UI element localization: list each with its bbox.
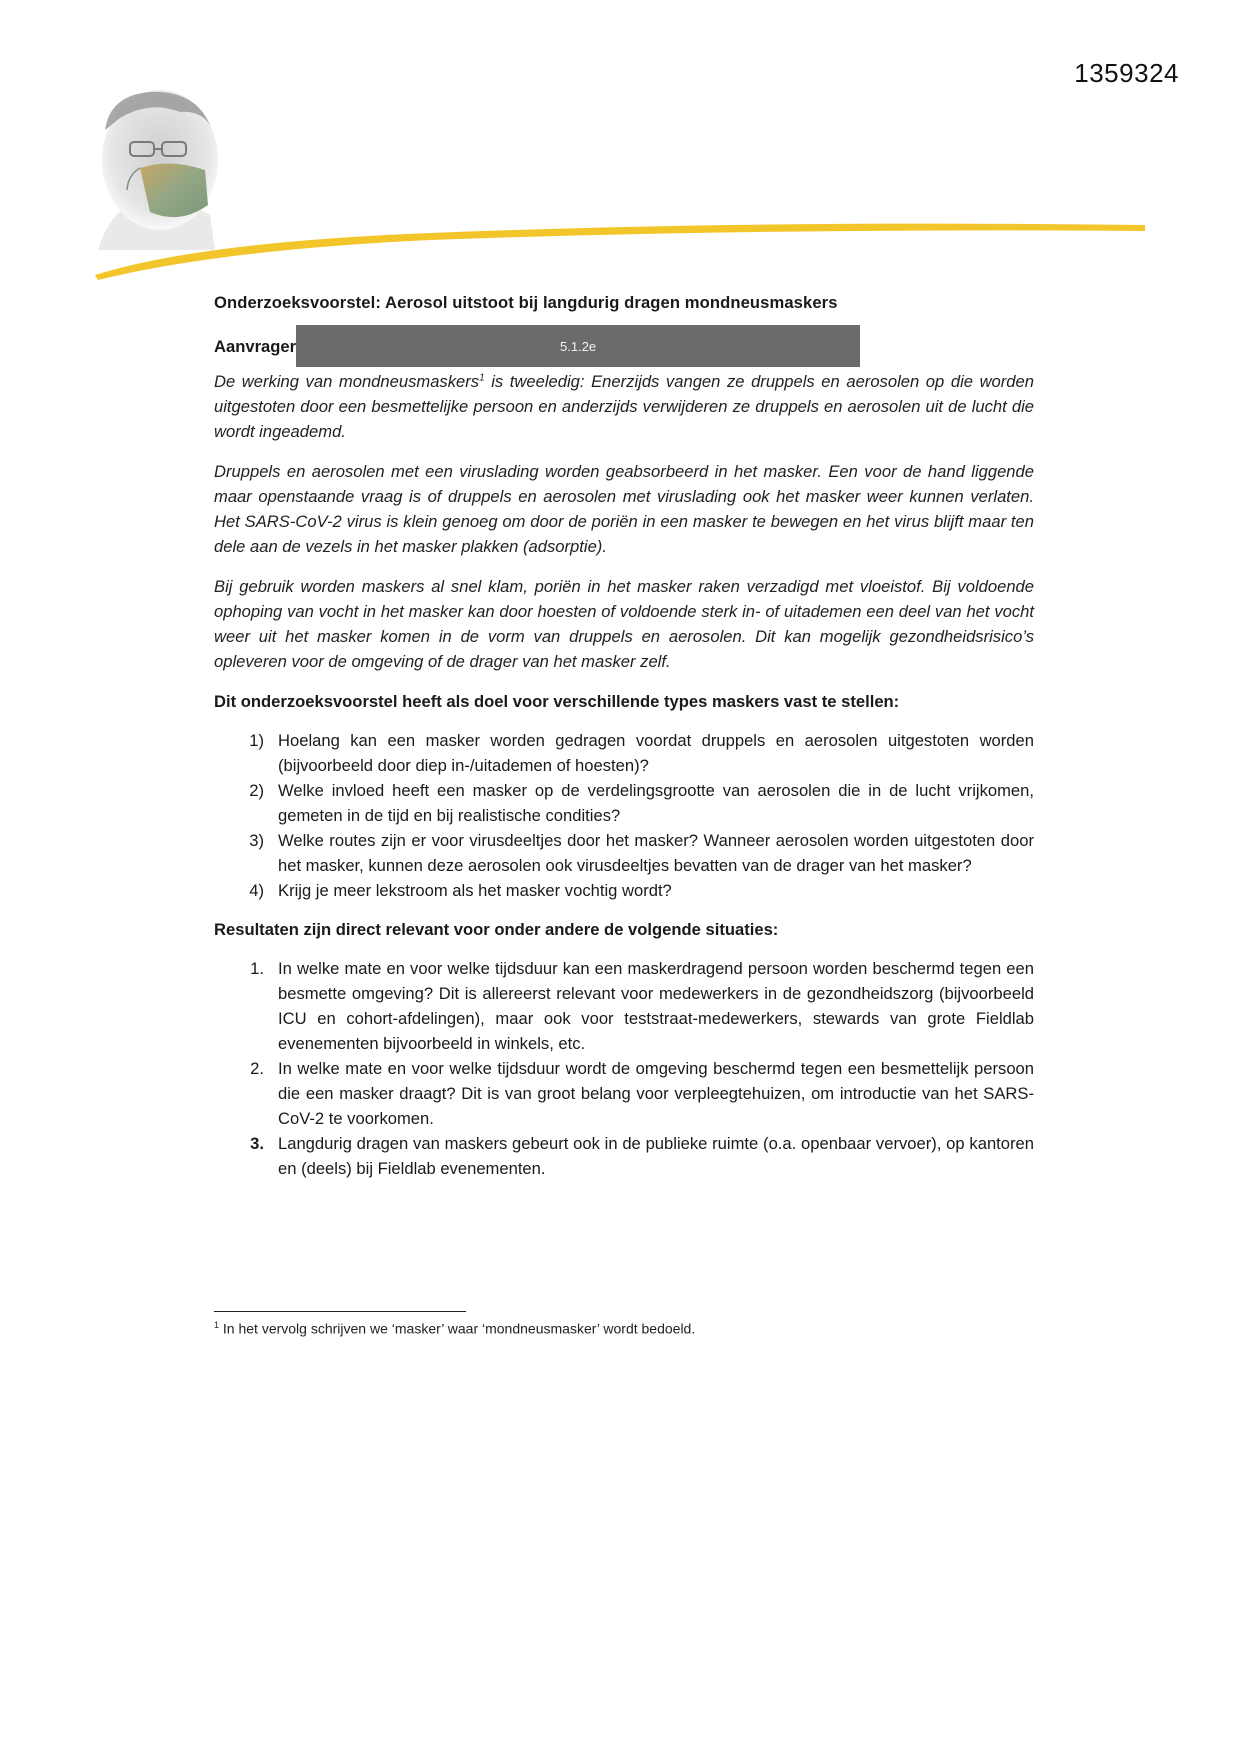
applicant-label: Aanvrager <box>214 336 297 356</box>
redaction-code: 5.1.2e <box>560 338 597 354</box>
list-item <box>214 956 1034 1056</box>
list-item-text: In welke mate en voor welke tijdsduur wordt de omgeving beschermd tegen een besmettelijk persoon die een masker draagt? Dit is van groot belang voor verpleegtehuizen, om introductie van het SARS-CoV-2 te voorkomen. <box>278 1059 1034 1128</box>
applicant-row <box>214 325 1034 367</box>
list-item-number: 3) <box>249 831 264 850</box>
list-item <box>214 728 1034 778</box>
list-item-text: In welke mate en voor welke tijdsduur kan een maskerdragend persoon worden beschermd tegen een besmette omgeving? Dit is allereerst relevant voor medewerkers in de gezondheidszorg (bijvoorbeeld ICU en cohort-afdelingen), maar ook voor teststraat-medewerkers, stewards van grote Fieldlab evenementen bijvoorbeeld in winkels, etc. <box>278 959 1034 1053</box>
redaction-block <box>296 325 860 367</box>
intro-section <box>214 369 1034 674</box>
list-item-text: Hoelang kan een masker worden gedragen voordat druppels en aerosolen uitgestoten worden (bijvoorbeeld door diep in-/uitademen of hoesten)? <box>278 731 1034 775</box>
list-item <box>214 1131 1034 1181</box>
footnote-reference: 1 <box>479 372 485 384</box>
list-item <box>214 878 1034 903</box>
list-item-text: Krijg je meer lekstroom als het masker vochtig wordt? <box>278 881 672 900</box>
list-item-text: Langdurig dragen van maskers gebeurt ook in de publieke ruimte (o.a. openbaar vervoer), op kantoren en (deels) bij Fieldlab evenementen. <box>278 1134 1034 1178</box>
page-title: Onderzoeksvoorstel: Aerosol uitstoot bij langdurig dragen mondneusmaskers <box>214 293 838 312</box>
list-item-number: 4) <box>249 881 264 900</box>
intro-paragraph-3: Bij gebruik worden maskers al snel klam, poriën in het masker raken verzadigd met vloeistof. Bij voldoende ophoping van vocht in het masker kan door hoesten of voldoende sterk in- of uitademen een deel van het vocht weer uit het masker komen in de vorm van druppels en aerosolen. Dit kan mogelijk gezondheidsrisico’s opleveren voor de omgeving of de drager van het masker zelf. <box>214 577 1034 671</box>
results-heading: Resultaten zijn direct relevant voor onder andere de volgende situaties: <box>214 920 779 939</box>
intro-paragraph-1 <box>214 369 1034 444</box>
list-item-number: 2. <box>250 1059 264 1078</box>
results-list <box>214 956 1034 1181</box>
footnote-text: In het vervolg schrijven we ‘masker’ waar ‘mondneusmasker’ wordt bedoeld. <box>219 1320 696 1337</box>
document-body <box>214 290 1034 1195</box>
yellow-swoosh <box>95 224 1145 280</box>
list-item <box>214 1056 1034 1131</box>
list-item-text: Welke routes zijn er voor virusdeeltjes door het masker? Wanneer aerosolen worden uitgestoten door het masker, kunnen deze aerosolen ook virusdeeltjes bevatten van de drager van het masker? <box>278 831 1034 875</box>
footnote <box>214 1320 695 1337</box>
person-with-mask-image <box>98 90 218 250</box>
list-item-number: 2) <box>249 781 264 800</box>
footnote-number: 1 <box>214 1320 220 1330</box>
list-item <box>214 828 1034 878</box>
goals-list <box>214 728 1034 903</box>
list-item-number: 3. <box>250 1134 264 1153</box>
footnote-divider <box>214 1311 466 1312</box>
intro-p1-text: De werking van mondneusmaskers <box>214 372 480 391</box>
list-item <box>214 778 1034 828</box>
list-item-number: 1) <box>249 731 264 750</box>
goals-heading: Dit onderzoeksvoorstel heeft als doel voor verschillende types maskers vast te stellen: <box>214 692 900 711</box>
list-item-text: Welke invloed heeft een masker op de verdelingsgrootte van aerosolen die in de lucht vrijkomen, gemeten in de tijd en bij realistische condities? <box>278 781 1034 825</box>
intro-p1-rest: is tweeledig: Enerzijds vangen ze druppels en aerosolen op die worden uitgestoten door een besmettelijke persoon en anderzijds verwijderen ze druppels en aerosolen uit de lucht die wordt ingeademd. <box>214 372 1034 441</box>
intro-paragraph-2: Druppels en aerosolen met een viruslading worden geabsorbeerd in het masker. Een voor de hand liggende maar openstaande vraag is of druppels en aerosolen met viruslading ook het masker weer kunnen verlaten. Het SARS-CoV-2 virus is klein genoeg om door de poriën in een masker te bewegen en het virus blijft maar ten dele aan de vezels in het masker plakken (adsorptie). <box>214 462 1034 556</box>
list-item-number: 1. <box>250 959 264 978</box>
header-graphic <box>0 0 1241 300</box>
document-number: 1359324 <box>1074 58 1179 88</box>
